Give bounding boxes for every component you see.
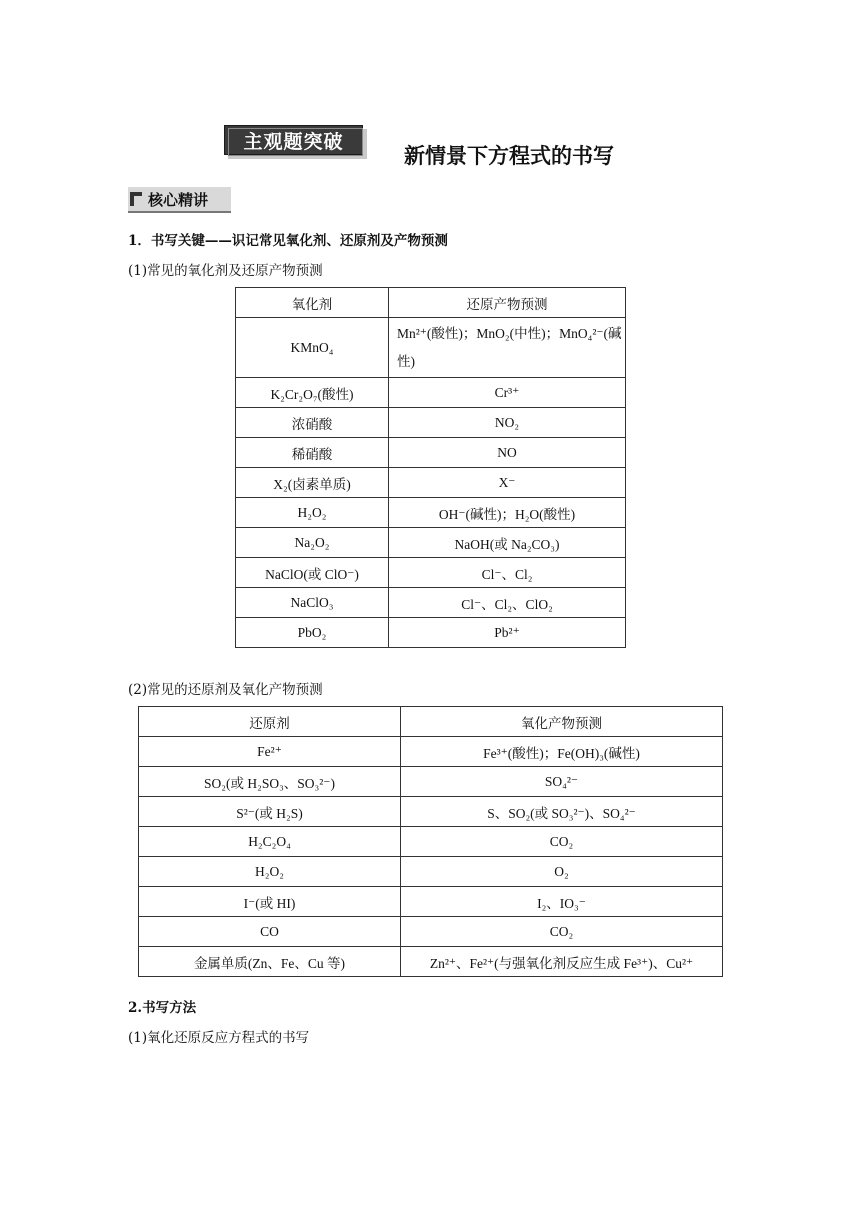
table-cell-reagent: X₂(卤素单质) — [236, 468, 389, 498]
section-banner — [224, 125, 367, 159]
table-cell-product: Pb²⁺ — [389, 618, 626, 648]
table-cell-reagent: Fe²⁺ — [139, 737, 401, 767]
table-cell-product: Fe³⁺(酸性)；Fe(OH)₃(碱性) — [401, 737, 723, 767]
table-cell-product: NO₂ — [389, 408, 626, 438]
table-row — [139, 857, 723, 887]
table-row — [139, 917, 723, 947]
table-cell-product: Mn²⁺(酸性)；MnO₂(中性)；MnO₄²⁻(碱性) — [389, 318, 626, 378]
table-cell-product: I₂、IO₃⁻ — [401, 887, 723, 917]
section-label: 核心精讲 — [148, 191, 209, 209]
table-row — [139, 827, 723, 857]
table-cell-product: Cl⁻、Cl₂、ClO₂ — [389, 588, 626, 618]
table-row — [139, 947, 723, 977]
caption-method: (1)氧化还原反应方程式的书写 — [128, 1030, 310, 1046]
table-header-cell: 氧化剂 — [236, 288, 389, 318]
oxidant-table — [235, 287, 626, 648]
table-row — [139, 767, 723, 797]
table-header-cell: 氧化产物预测 — [401, 707, 723, 737]
table-row — [139, 887, 723, 917]
table-cell-reagent: Na₂O₂ — [236, 528, 389, 558]
table-cell-reagent: K₂Cr₂O₇(酸性) — [236, 378, 389, 408]
table-cell-product: CO₂ — [401, 827, 723, 857]
table-cell-reagent: 浓硝酸 — [236, 408, 389, 438]
table-row — [236, 588, 626, 618]
heading-1: 1．书写关键——识记常见氧化剂、还原剂及产物预测 — [128, 233, 448, 249]
caption-reductants: (2)常见的还原剂及氧化产物预测 — [128, 682, 323, 698]
section-marker-icon — [130, 192, 142, 206]
table-cell-product: O₂ — [401, 857, 723, 887]
table-row — [236, 318, 626, 378]
table-cell-product: Cr³⁺ — [389, 378, 626, 408]
table-cell-reagent: PbO₂ — [236, 618, 389, 648]
table-row — [139, 737, 723, 767]
table-cell-reagent: CO — [139, 917, 401, 947]
table-cell-product: NO — [389, 438, 626, 468]
table-row — [236, 558, 626, 588]
table-cell-reagent: SO₂(或 H₂SO₃、SO₃²⁻) — [139, 767, 401, 797]
caption-oxidants: (1)常见的氧化剂及还原产物预测 — [128, 263, 323, 279]
table-row — [236, 408, 626, 438]
table-row — [236, 528, 626, 558]
table-header-row — [236, 288, 626, 318]
table-header-row — [139, 707, 723, 737]
table-row — [139, 797, 723, 827]
table-cell-reagent: NaClO(或 ClO⁻) — [236, 558, 389, 588]
table-row — [236, 618, 626, 648]
table-cell-reagent: KMnO₄ — [236, 318, 389, 378]
table-cell-product: S、SO₂(或 SO₃²⁻)、SO₄²⁻ — [401, 797, 723, 827]
table-header-cell: 还原产物预测 — [389, 288, 626, 318]
table-cell-reagent: S²⁻(或 H₂S) — [139, 797, 401, 827]
table-cell-product: OH⁻(碱性)；H₂O(酸性) — [389, 498, 626, 528]
table-cell-product: NaOH(或 Na₂CO₃) — [389, 528, 626, 558]
table-cell-product: Cl⁻、Cl₂ — [389, 558, 626, 588]
table-cell-product: X⁻ — [389, 468, 626, 498]
table-row — [236, 378, 626, 408]
table-cell-reagent: NaClO₃ — [236, 588, 389, 618]
table-cell-reagent: H₂C₂O₄ — [139, 827, 401, 857]
table-cell-product: CO₂ — [401, 917, 723, 947]
table-row — [236, 438, 626, 468]
table-cell-product: Zn²⁺、Fe²⁺(与强氧化剂反应生成 Fe³⁺)、Cu²⁺ — [401, 947, 723, 977]
page-title: 新情景下方程式的书写 — [404, 144, 614, 168]
heading-2: 2.书写方法 — [128, 1000, 197, 1016]
reductant-table — [138, 706, 723, 977]
table-cell-reagent: 稀硝酸 — [236, 438, 389, 468]
table-cell-reagent: 金属单质(Zn、Fe、Cu 等) — [139, 947, 401, 977]
table-cell-reagent: I⁻(或 HI) — [139, 887, 401, 917]
table-cell-reagent: H₂O₂ — [236, 498, 389, 528]
table-row — [236, 468, 626, 498]
table-row — [236, 498, 626, 528]
table-header-cell: 还原剂 — [139, 707, 401, 737]
table-cell-reagent: H₂O₂ — [139, 857, 401, 887]
banner-label: 主观题突破 — [224, 125, 363, 155]
table-cell-product: SO₄²⁻ — [401, 767, 723, 797]
section-label-box — [128, 187, 231, 213]
